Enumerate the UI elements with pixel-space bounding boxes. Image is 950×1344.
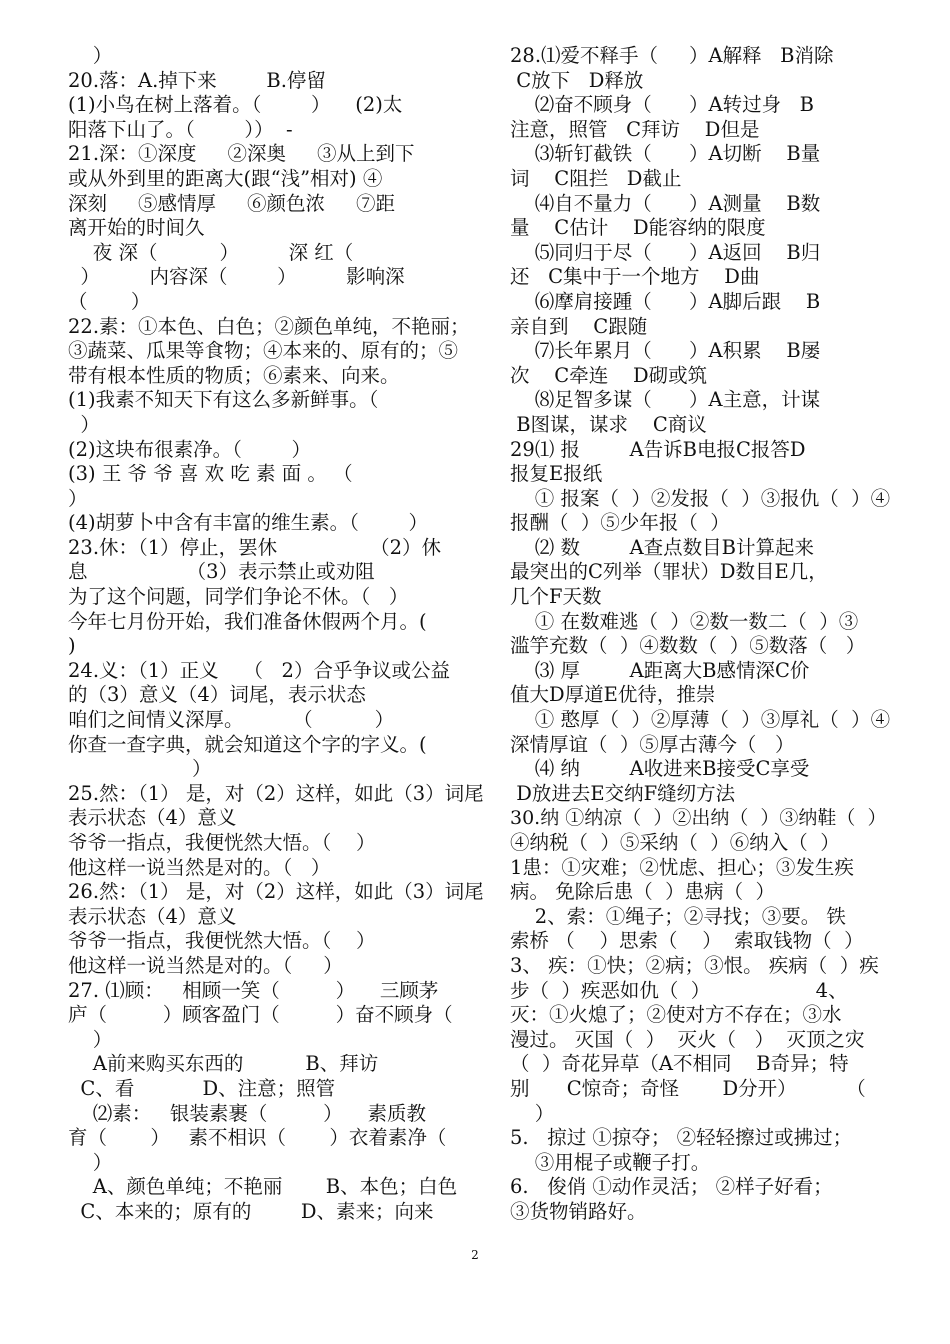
text-line: 索桥 （ ）思索（ ） 索取钱物（ ）: [510, 929, 864, 953]
text-line: ）: [68, 1027, 113, 1051]
text-line: ）: [68, 44, 113, 67]
text-line: 庐（ ）顾客盈门（ ）奋不顾身（: [68, 1003, 453, 1027]
left-column: [68, 44, 488, 1225]
text-line: （ ）奇花异草（A不相同 B奇异；特: [510, 1052, 849, 1076]
text-line: ⑵奋不顾身（ ）A转过身 B: [510, 93, 814, 117]
text-line: 夜 深（ ） 深 红（: [68, 240, 354, 264]
text-line: 24.义：（1）正义 （ 2）合乎争议或公益: [68, 658, 450, 682]
text-line: 次 C牵连 D砌或筑: [510, 363, 708, 387]
text-line: ）: [68, 1150, 113, 1174]
text-line: ⑶斩钉截铁（ ）A切断 B量: [510, 142, 821, 166]
text-line: ① 在数难逃（ ）②数一数二（ ）③: [510, 609, 859, 633]
text-line: B图谋，谋求 C商议: [510, 412, 707, 436]
text-line: 2、索：①绳子；②寻找；③要。 铁: [510, 904, 846, 928]
text-line: 阳落下山了。（ ）） -: [68, 117, 293, 141]
text-line: 6. 俊俏 ①动作灵活； ②样子好看；: [510, 1175, 833, 1199]
text-line: 你查一查字典，就会知道这个字的字义。(: [68, 732, 427, 756]
text-line: 表示状态（4）意义: [68, 904, 237, 928]
text-line: 离开始的时间久: [68, 216, 205, 240]
text-line: 他这样一说当然是对的。（ ）: [68, 855, 331, 879]
text-line: ): [68, 634, 76, 658]
text-line: (3) 王 爷 爷 喜 欢 吃 素 面 。 （: [68, 462, 353, 486]
text-line: 还 C集中于一个地方 D曲: [510, 265, 760, 289]
text-line: 爷爷一指点，我便恍然大悟。（ ）: [68, 831, 376, 854]
text-line: ⑺长年累月（ ）A积累 B屡: [510, 339, 821, 363]
text-line: 量 C估计 D能容纳的限度: [510, 216, 766, 240]
text-line: C、本来的；原有的 D、素来；向来: [68, 1199, 434, 1223]
text-line: 或从外到里的距离大(跟“浅”相对) ④: [68, 166, 383, 190]
text-line: 为了这个问题，同学们争论不休。（ ）: [68, 585, 409, 609]
text-line: 步（ ）疾恶如仇（ ） 4、: [510, 978, 848, 1002]
text-line: 爷爷一指点，我便恍然大悟。（ ）: [68, 929, 376, 953]
text-line: 咱们之间情义深厚。 （ ）: [68, 708, 395, 732]
text-line: （ ）: [68, 289, 151, 313]
text-line: 表示状态（4）意义: [68, 806, 237, 830]
text-line: 22.素：①本色、白色；②颜色单纯，不艳丽；: [68, 314, 470, 338]
text-line: 26.然：（1） 是，对（2）这样，如此（3）词尾: [68, 880, 484, 904]
right-column: [510, 44, 890, 1225]
text-line: 值大D厚道E优待，推崇: [510, 683, 716, 707]
text-line: 息 （3）表示禁止或劝阻: [68, 560, 375, 584]
text-line: (1)我素不知天下有这么多新鲜事。（: [68, 388, 379, 412]
text-line: 深刻 ⑤感情厚 ⑥颜色浓 ⑦距: [68, 191, 395, 215]
text-line: ⑵ 数 A查点数目B计算起来: [510, 535, 814, 559]
text-line: 病。 免除后患（ ）患病（ ）: [510, 880, 775, 904]
text-line: ③货物销路好。: [510, 1199, 647, 1223]
text-line: ⑷ 纳 A收进来B接受C享受: [510, 757, 810, 781]
text-line: (4)胡萝卜中含有丰富的维生素。（ ）: [68, 511, 428, 535]
text-line: ⑶ 厚 A距离大B感情深C价: [510, 658, 810, 682]
text-line: ⑸同归于尽（ ）A返回 B归: [510, 240, 821, 264]
text-line: 29⑴ 报 A告诉B电报C报答D: [510, 437, 806, 461]
text-line: ）: [68, 412, 100, 436]
text-line: ④纳税（ ）⑤采纳（ ）⑥纳入（ ）: [510, 831, 840, 854]
text-line: 报酬（ ）⑤少年报（ ）: [510, 511, 730, 535]
text-line: 1患：①灾难；②忧虑、担心；③发生疾: [510, 855, 854, 879]
text-line: 带有根本性质的物质；⑥素来、向来。: [68, 363, 400, 387]
text-line: ）: [510, 1101, 555, 1125]
text-line: A、颜色单纯；不艳丽 B、本色；白色: [68, 1175, 458, 1199]
text-line: 21.深：①深度 ②深奥 ③从上到下: [68, 142, 415, 166]
text-line: 注意，照管 C拜访 D但是: [510, 117, 760, 141]
text-line: 词 C阻拦 D截止: [510, 166, 682, 190]
text-line: 的（3）意义（4）词尾，表示状态: [68, 683, 366, 707]
text-line: 亲自到 C跟随: [510, 314, 648, 338]
text-line: ③蔬菜、瓜果等食物；④本来的、原有的；⑤: [68, 339, 459, 363]
text-line: 27. ⑴顾： 相顾一笑（ ） 三顾茅: [68, 978, 439, 1002]
text-line: A前来购买东西的 B、拜访: [68, 1052, 379, 1076]
text-line: 滥竽充数（ ）④数数（ ）⑤数落（ ）: [510, 634, 866, 658]
text-line: 3、 疾：①快；②病；③恨。 疾病（ ）疾: [510, 953, 879, 977]
text-line: (1)小鸟在树上落着。（ ） (2)太: [68, 93, 403, 117]
text-line: 最突出的C列举（罪状）D数目E几，: [510, 560, 828, 584]
text-line: ① 报案（ ）②发报（ ）③报仇（ ）④: [510, 486, 890, 510]
text-line: 他这样一说当然是对的。（ ）: [68, 953, 343, 977]
text-line: ① 憨厚（ ）②厚薄（ ）③厚礼（ ）④: [510, 708, 890, 732]
text-line: ⑻足智多谋（ ）A主意，计谋: [510, 388, 821, 412]
text-line: 5. 掠过 ①掠夺； ②轻轻擦过或拂过；: [510, 1126, 853, 1150]
page-number: 2: [471, 1248, 479, 1262]
text-line: ③用棍子或鞭子打。: [510, 1150, 711, 1174]
text-line: 25.然：（1） 是，对（2）这样，如此（3）词尾: [68, 781, 484, 805]
text-line: 深情厚谊（ ）⑤厚古薄今（ ）: [510, 732, 795, 756]
text-line: (2)这块布很素净。（ ）: [68, 437, 311, 461]
text-line: 几个F天数: [510, 585, 602, 609]
text-line: C、看 D、注意；照管: [68, 1076, 336, 1100]
text-line: 别 C惊奇；奇怪 D分开） （: [510, 1076, 866, 1100]
text-line: 30.纳 ①纳凉（ ）②出纳（ ）③纳鞋（ ）: [510, 807, 887, 830]
text-line: ） 内容深（ ） 影响深: [68, 265, 405, 289]
text-line: 灭：①火熄了；②使对方不存在；③水: [510, 1003, 842, 1027]
text-line: 漫过。 灭国（ ） 灭火（ ） 灭顶之灾: [510, 1027, 865, 1051]
text-line: ⑷自不量力（ ）A测量 B数: [510, 191, 821, 215]
text-line: 育（ ） 素不相识（ ）衣着素净（: [68, 1126, 447, 1150]
text-line: 28.⑴爱不释手（ ）A解释 B消除: [510, 44, 834, 67]
text-line: 今年七月份开始，我们准备休假两个月。(: [68, 609, 427, 633]
text-line: ）: [68, 757, 212, 781]
text-line: D放进去E交纳F缝纫方法: [510, 781, 736, 805]
text-line: C放下 D释放: [510, 68, 644, 92]
text-line: ⑵素： 银装素裹（ ） 素质教: [68, 1101, 426, 1125]
text-line: 23.休：（1）停止，罢休 （2）休: [68, 535, 442, 559]
text-line: 报复E报纸: [510, 462, 603, 486]
text-line: ⑹摩肩接踵（ ）A脚后跟 B: [510, 289, 821, 313]
text-line: 20.落：A.掉下来 B.停留: [68, 68, 326, 92]
text-line: ）: [68, 486, 88, 510]
